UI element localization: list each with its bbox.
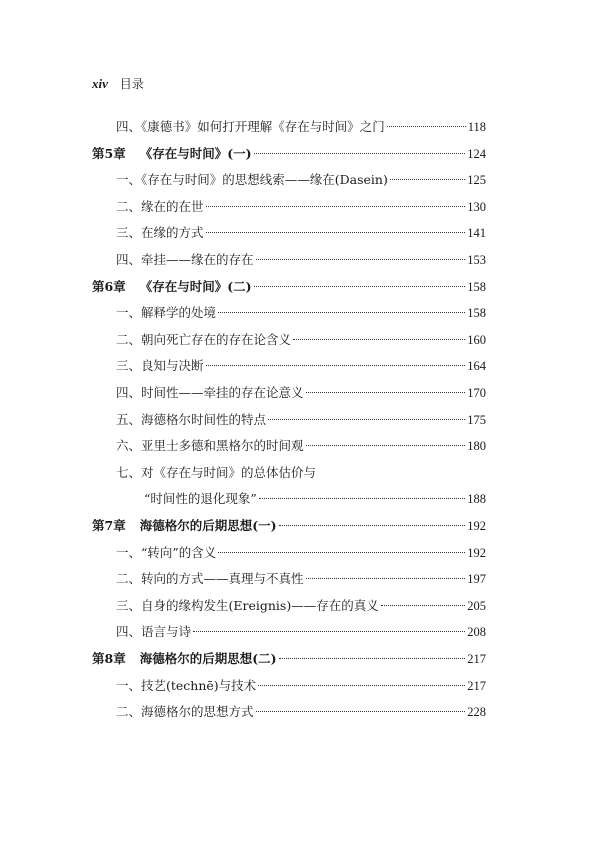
entry-title: “时间性的退化现象” xyxy=(144,491,257,507)
toc-section-entry[interactable] xyxy=(116,568,486,590)
dot-leader xyxy=(206,365,466,366)
dot-leader xyxy=(268,419,465,420)
entry-title: 五、海德格尔时间性的特点 xyxy=(116,411,267,427)
dot-leader xyxy=(193,631,465,632)
dot-leader xyxy=(254,153,466,154)
entry-page-number: 160 xyxy=(467,332,486,347)
dot-leader xyxy=(218,312,465,313)
entry-page-number: 141 xyxy=(467,226,486,241)
entry-title: 六、亚里士多德和黑格尔的时间观 xyxy=(116,438,304,454)
toc-chapter-entry[interactable] xyxy=(92,276,486,298)
chapter-number: 第6章 xyxy=(92,278,126,294)
entry-title: 一、技艺(technē)与技术 xyxy=(116,677,257,693)
entry-page-number: 217 xyxy=(467,652,486,666)
entry-page-number: 170 xyxy=(467,386,486,400)
dot-leader xyxy=(206,232,466,233)
entry-title: 四、时间性——牵挂的存在论意义 xyxy=(116,385,304,400)
toc-chapter-entry[interactable] xyxy=(92,515,486,537)
dot-leader xyxy=(279,658,466,659)
entry-title: 一、解释学的处境 xyxy=(116,305,217,321)
entry-page-number: 205 xyxy=(467,598,486,613)
chapter-number: 第7章 xyxy=(92,518,126,533)
entry-title: 《存在与时间》(二) xyxy=(139,278,252,294)
entry-title: 海德格尔的后期思想(二) xyxy=(139,651,277,666)
dot-leader xyxy=(279,525,466,526)
entry-page-number: 192 xyxy=(467,545,486,560)
toc-section-entry[interactable] xyxy=(116,409,486,431)
dot-leader xyxy=(381,605,466,606)
dot-leader xyxy=(387,126,466,127)
dot-leader xyxy=(256,711,466,712)
entry-page-number: 124 xyxy=(467,146,486,161)
entry-title: 一、“转向”的含义 xyxy=(116,544,217,560)
entry-page-number: 188 xyxy=(467,492,486,507)
entry-page-number: 192 xyxy=(467,519,486,533)
toc-section-entry[interactable] xyxy=(116,382,486,404)
dot-leader xyxy=(218,552,465,553)
entry-title: 二、缘在的在世 xyxy=(116,198,204,214)
toc-section-entry[interactable] xyxy=(116,435,486,457)
entry-title: 一、《存在与时间》的思想线索——缘在(Dasein) xyxy=(116,172,388,188)
toc-section-entry[interactable] xyxy=(116,701,486,723)
dot-leader xyxy=(306,578,466,579)
entry-title: 二、转向的方式——真理与不真性 xyxy=(116,571,304,587)
dot-leader xyxy=(254,286,466,287)
entry-page-number: 208 xyxy=(467,625,486,640)
header-title: 目录 xyxy=(119,77,144,91)
toc-section-entry[interactable] xyxy=(116,595,486,617)
entry-page-number: 158 xyxy=(467,279,486,294)
entry-page-number: 125 xyxy=(467,173,486,188)
dot-leader xyxy=(390,179,465,180)
entry-title: 四、牵挂——缘在的存在 xyxy=(116,252,254,267)
entry-title: 三、自身的缘构发生(Ereignis)——存在的真义 xyxy=(116,597,379,613)
dot-leader xyxy=(256,259,466,260)
toc-section-entry[interactable] xyxy=(144,488,486,510)
toc-section-entry[interactable] xyxy=(116,329,486,351)
chapter-number: 第8章 xyxy=(92,651,126,666)
dot-leader xyxy=(306,445,466,446)
dot-leader xyxy=(258,685,465,686)
running-header xyxy=(92,76,144,92)
entry-page-number: 197 xyxy=(467,572,486,587)
entry-title: 三、良知与决断 xyxy=(116,358,204,374)
toc-chapter-entry[interactable] xyxy=(92,143,486,165)
toc-section-entry[interactable] xyxy=(116,196,486,218)
entry-page-number: 153 xyxy=(467,253,486,267)
toc-section-entry[interactable] xyxy=(116,116,486,138)
toc-section-entry[interactable] xyxy=(116,222,486,244)
entry-title: 四、语言与诗 xyxy=(116,624,192,640)
toc-chapter-entry[interactable] xyxy=(92,648,486,670)
entry-title: 《存在与时间》(一) xyxy=(139,145,252,161)
toc-section-entry[interactable] xyxy=(116,355,486,377)
dot-leader xyxy=(259,498,465,499)
entry-title: 三、在缘的方式 xyxy=(116,225,204,241)
entry-page-number: 130 xyxy=(467,199,486,214)
entry-page-number: 118 xyxy=(467,120,486,134)
toc-section-entry[interactable] xyxy=(116,675,486,697)
toc-section-entry[interactable] xyxy=(116,621,486,643)
toc-section-entry[interactable] xyxy=(116,169,486,191)
entry-page-number: 158 xyxy=(467,306,486,321)
entry-title: 海德格尔的后期思想(一) xyxy=(139,518,277,533)
entry-page-number: 228 xyxy=(467,705,486,720)
entry-title: 二、海德格尔的思想方式 xyxy=(116,704,254,720)
entry-title: 七、对《存在与时间》的总体估价与 xyxy=(116,464,317,480)
entry-title: 四、《康德书》如何打开理解《存在与时间》之门 xyxy=(116,119,385,134)
entry-page-number: 180 xyxy=(467,439,486,454)
dot-leader xyxy=(206,206,466,207)
entry-page-number: 164 xyxy=(467,359,486,374)
toc-section-entry[interactable] xyxy=(116,462,486,484)
entry-page-number: 175 xyxy=(467,412,486,427)
chapter-number: 第5章 xyxy=(92,145,126,161)
toc-section-entry[interactable] xyxy=(116,249,486,271)
dot-leader xyxy=(293,339,465,340)
toc-section-entry[interactable] xyxy=(116,302,486,324)
entry-title: 二、朝向死亡存在的存在论含义 xyxy=(116,331,292,347)
entry-page-number: 217 xyxy=(467,678,486,693)
toc-section-entry[interactable] xyxy=(116,542,486,564)
page-number: xiv xyxy=(92,76,108,91)
dot-leader xyxy=(306,392,466,393)
